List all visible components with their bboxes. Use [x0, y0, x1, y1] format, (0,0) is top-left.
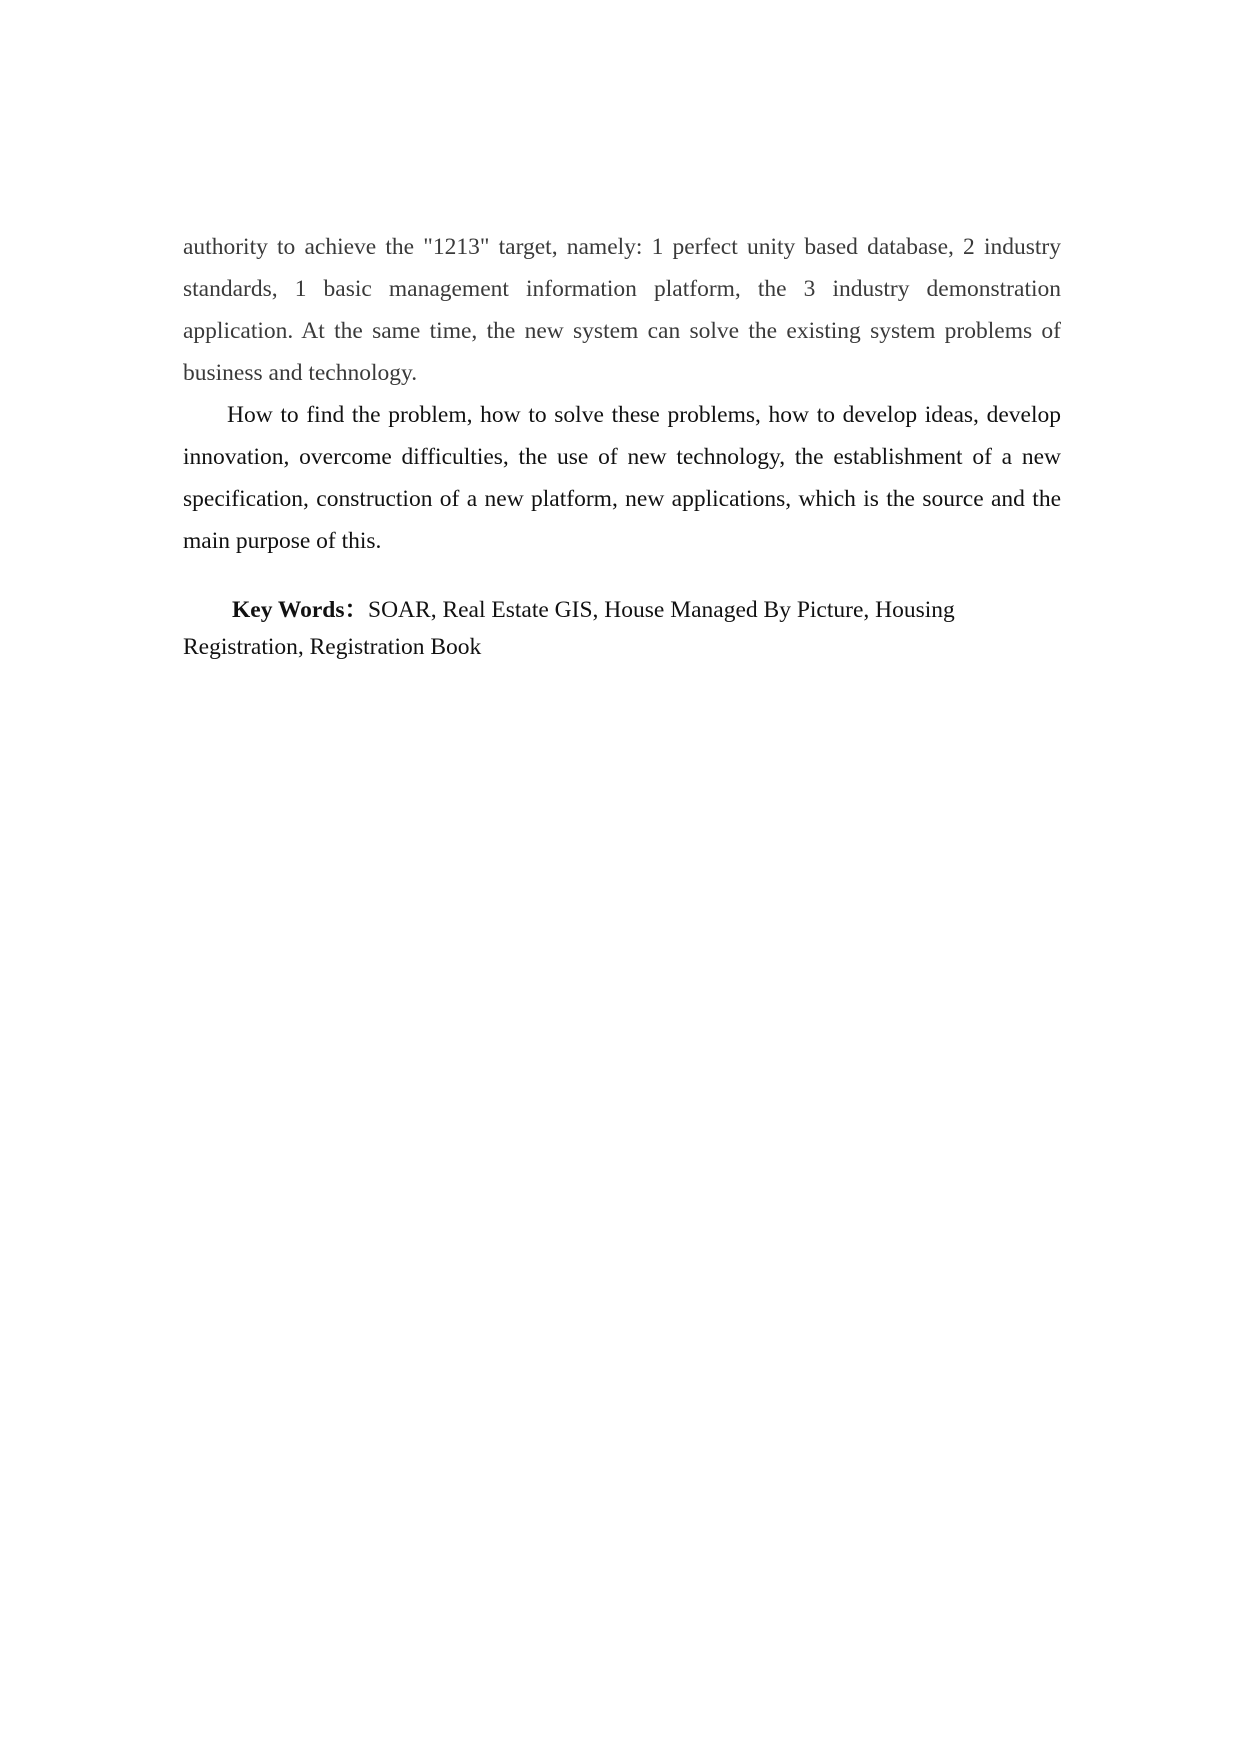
keywords-label: Key Words：	[232, 597, 369, 623]
keywords-text: SOAR, Real Estate GIS, House Managed By Picture, Housing Registration, Registration Book	[183, 597, 955, 660]
keywords-line	[183, 592, 1061, 666]
abstract-body	[183, 226, 1061, 666]
abstract-paragraph: How to find the problem, how to solve these problems, how to develop ideas, develop innovation, overcome difficulties, the use of new technology, the establishment of a new specification, construction of a new platform, new applications, which is the source and the main purpose of this.	[183, 402, 1061, 554]
abstract-paragraph-continued: authority to achieve the "1213" target, namely: 1 perfect unity based database, 2 industry standards, 1 basic management information platform, the 3 industry demonstration application. At the same time, the new system can solve the existing system problems of business and technology.	[183, 234, 1061, 386]
